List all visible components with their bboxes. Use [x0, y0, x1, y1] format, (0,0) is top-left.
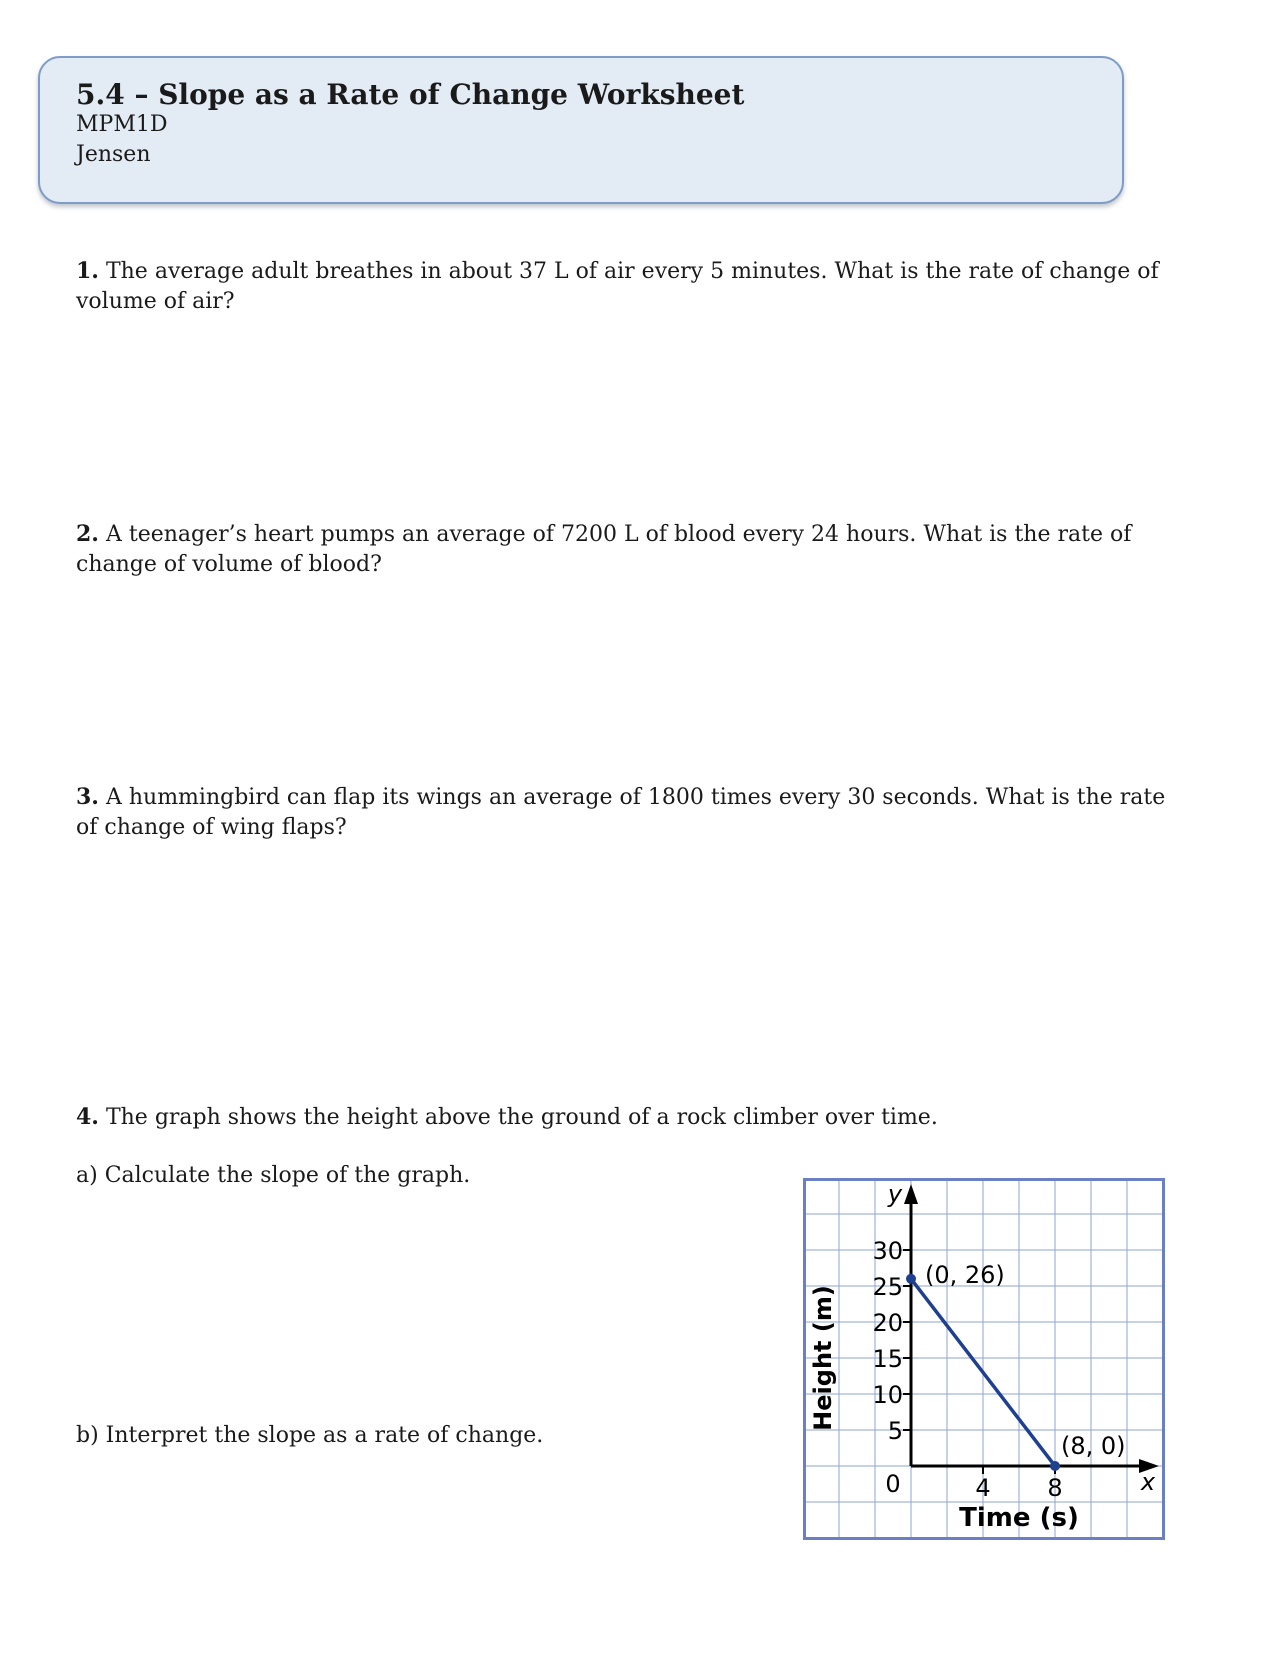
- question-text: The average adult breathes in about 37 L of air every 5 minutes. What is the rate of change of volume of air?: [76, 259, 1159, 314]
- question-4a: a) Calculate the slope of the graph.: [76, 1163, 471, 1188]
- chart-svg: [803, 1178, 1165, 1540]
- question-2: [76, 519, 1186, 580]
- question-text: The graph shows the height above the ground of a rock climber over time.: [105, 1105, 938, 1130]
- data-point: [1050, 1461, 1060, 1471]
- teacher-name: Jensen: [76, 142, 151, 167]
- origin-label: 0: [885, 1470, 901, 1498]
- question-number: 2.: [76, 521, 99, 547]
- y-tick-label: 15: [872, 1345, 903, 1373]
- question-text: A hummingbird can flap its wings an average of 1800 times every 30 seconds. What is the rate of change of wing flaps?: [76, 785, 1166, 840]
- point-label: (0, 26): [925, 1260, 1005, 1289]
- point-label: (8, 0): [1061, 1432, 1126, 1460]
- course-code: MPM1D: [76, 112, 168, 137]
- question-3: [76, 782, 1186, 843]
- x-axis-label: Time (s): [959, 1503, 1079, 1533]
- height-time-graph: [803, 1178, 1165, 1544]
- y-tick-label: 5: [887, 1417, 903, 1445]
- y-axis-arrow: [904, 1184, 918, 1204]
- y-tick-label: 30: [872, 1237, 903, 1265]
- y-tick-label: 10: [872, 1381, 903, 1409]
- y-tick-label: 20: [872, 1309, 903, 1337]
- y-tick-label: 25: [872, 1273, 903, 1301]
- y-axis-label: Height (m): [809, 1285, 837, 1431]
- question-number: 4.: [76, 1104, 99, 1130]
- question-number: 3.: [76, 784, 99, 810]
- page-title: 5.4 – Slope as a Rate of Change Worksheet: [76, 78, 745, 111]
- question-text: A teenager’s heart pumps an average of 7200 L of blood every 24 hours. What is the rate of change of volume of blood?: [76, 522, 1132, 577]
- data-point: [906, 1274, 916, 1284]
- question-number: 1.: [76, 258, 99, 284]
- x-tick-label: 4: [975, 1474, 991, 1502]
- y-axis-symbol: y: [887, 1180, 903, 1208]
- x-tick-label: 8: [1047, 1474, 1063, 1502]
- header-box: [38, 56, 1124, 204]
- x-axis-symbol: x: [1140, 1468, 1156, 1496]
- question-4b: b) Interpret the slope as a rate of change.: [76, 1423, 544, 1448]
- question-4: [76, 1102, 1186, 1133]
- question-1: [76, 256, 1186, 317]
